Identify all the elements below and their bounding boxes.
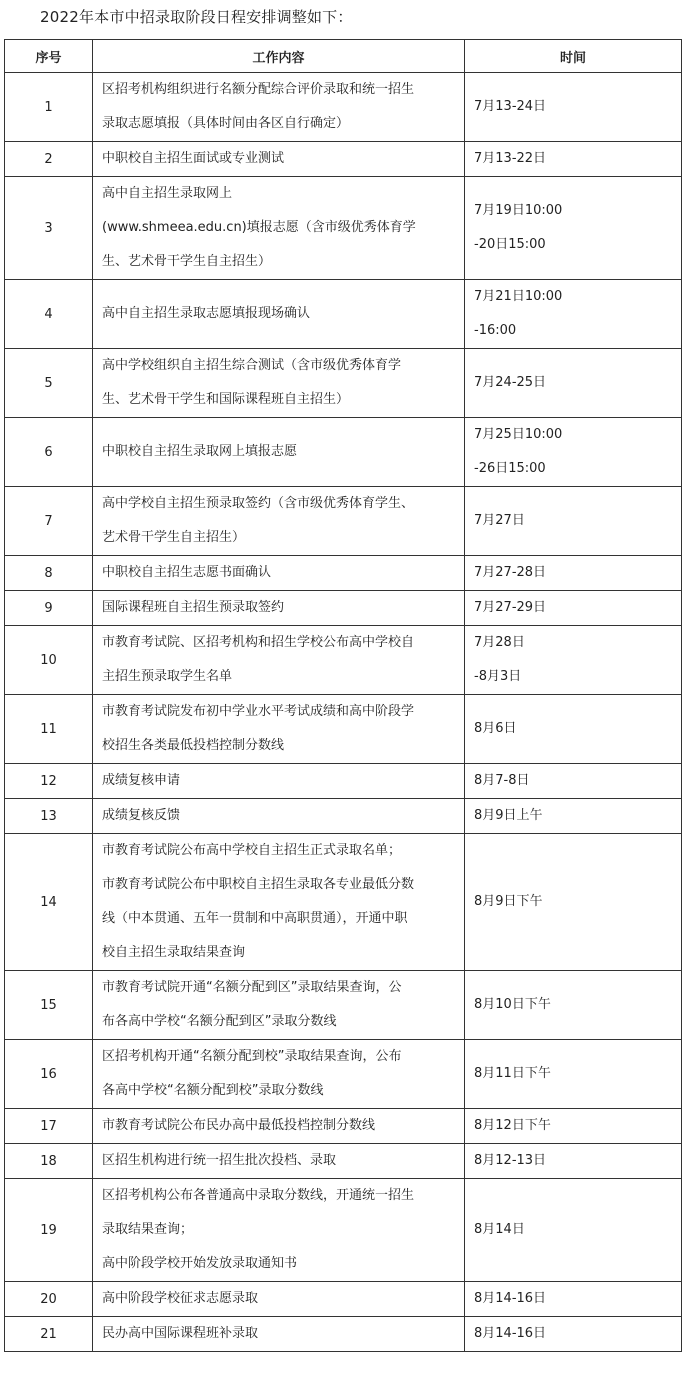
content-line: 各高中学校“名额分配到校”录取分数线 — [102, 1083, 324, 1098]
row-content — [93, 487, 465, 556]
time-line: 7月24-25日 — [474, 375, 547, 390]
content-line: 高中阶段学校征求志愿录取 — [102, 1291, 259, 1306]
table-row — [5, 1109, 682, 1144]
row-time — [465, 591, 682, 626]
time-line: 8月6日 — [474, 721, 517, 736]
header-time: 时间 — [465, 40, 682, 73]
row-content — [93, 1317, 465, 1352]
content-line: 中职校自主招生志愿书面确认 — [102, 565, 272, 580]
header-no: 序号 — [5, 40, 93, 73]
row-content — [93, 1179, 465, 1282]
time-line: 8月12日下午 — [474, 1118, 551, 1133]
content-line: 区招考机构开通“名额分配到校”录取结果查询，公布 — [102, 1049, 402, 1064]
table-row — [5, 591, 682, 626]
row-content — [93, 73, 465, 142]
table-row — [5, 1179, 682, 1282]
content-line: 区招生机构进行统一招生批次投档、录取 — [102, 1153, 337, 1168]
content-line: 高中自主招生录取志愿填报现场确认 — [102, 306, 311, 321]
table-row — [5, 349, 682, 418]
row-content — [93, 1109, 465, 1144]
content-line: 高中阶段学校开始发放录取通知书 — [102, 1256, 298, 1271]
time-line: 8月9日下午 — [474, 894, 543, 909]
row-time — [465, 487, 682, 556]
row-number: 6 — [5, 418, 93, 487]
schedule-body — [5, 73, 682, 1352]
table-row — [5, 1282, 682, 1317]
content-line: 市教育考试院开通“名额分配到区”录取结果查询，公 — [102, 980, 402, 995]
row-content — [93, 349, 465, 418]
row-time — [465, 1040, 682, 1109]
content-line: 高中学校自主招生预录取签约（含市级优秀体育学生、 — [102, 496, 415, 511]
row-content — [93, 142, 465, 177]
time-line: -8月3日 — [474, 669, 522, 684]
content-line: 生、艺术骨干学生和国际课程班自主招生） — [102, 392, 350, 407]
row-time — [465, 142, 682, 177]
row-number: 5 — [5, 349, 93, 418]
intro-text: 2022年本市中招录取阶段日程安排调整如下： — [40, 8, 353, 26]
content-line: 区招考机构公布各普通高中录取分数线，开通统一招生 — [102, 1188, 415, 1203]
content-line: 录取志愿填报（具体时间由各区自行确定） — [102, 116, 350, 131]
row-number: 3 — [5, 177, 93, 280]
time-line: 8月14-16日 — [474, 1326, 547, 1341]
table-row — [5, 280, 682, 349]
content-line: 市教育考试院公布中职校自主招生录取各专业最低分数 — [102, 877, 415, 892]
row-content — [93, 764, 465, 799]
row-content — [93, 177, 465, 280]
time-line: 7月19日10:00 — [474, 203, 563, 218]
table-row — [5, 556, 682, 591]
content-line: 国际课程班自主招生预录取签约 — [102, 600, 285, 615]
row-number: 17 — [5, 1109, 93, 1144]
row-time — [465, 834, 682, 971]
table-row — [5, 834, 682, 971]
table-row — [5, 799, 682, 834]
row-content — [93, 280, 465, 349]
row-content — [93, 418, 465, 487]
row-time — [465, 1282, 682, 1317]
row-time — [465, 177, 682, 280]
row-number: 9 — [5, 591, 93, 626]
table-row — [5, 626, 682, 695]
content-line: 主招生预录取学生名单 — [102, 669, 233, 684]
content-line: 中职校自主招生面试或专业测试 — [102, 151, 285, 166]
time-line: 8月14-16日 — [474, 1291, 547, 1306]
row-content — [93, 799, 465, 834]
table-row — [5, 418, 682, 487]
content-line: 区招考机构组织进行名额分配综合评价录取和统一招生 — [102, 82, 415, 97]
content-line: 市教育考试院、区招考机构和招生学校公布高中学校自 — [102, 635, 415, 650]
time-line: 8月10日下午 — [474, 997, 551, 1012]
time-line: 8月9日上午 — [474, 808, 543, 823]
row-time — [465, 1317, 682, 1352]
row-number: 12 — [5, 764, 93, 799]
header-content: 工作内容 — [93, 40, 465, 73]
time-line: 8月12-13日 — [474, 1153, 547, 1168]
content-line: 市教育考试院公布高中学校自主招生正式录取名单； — [102, 843, 402, 858]
row-number: 8 — [5, 556, 93, 591]
row-number: 20 — [5, 1282, 93, 1317]
row-time — [465, 418, 682, 487]
time-line: 8月7-8日 — [474, 773, 530, 788]
row-content — [93, 834, 465, 971]
row-number: 18 — [5, 1144, 93, 1179]
table-row — [5, 177, 682, 280]
row-number: 19 — [5, 1179, 93, 1282]
content-line: 高中学校组织自主招生综合测试（含市级优秀体育学 — [102, 358, 402, 373]
row-time — [465, 73, 682, 142]
time-line: 7月27-29日 — [474, 600, 547, 615]
content-line: 市教育考试院公布民办高中最低投档控制分数线 — [102, 1118, 376, 1133]
time-line: 7月13-24日 — [474, 99, 547, 114]
table-row — [5, 1040, 682, 1109]
time-line: 8月11日下午 — [474, 1066, 551, 1081]
header-row — [5, 40, 682, 73]
time-line: 7月13-22日 — [474, 151, 547, 166]
row-time — [465, 1144, 682, 1179]
row-number: 4 — [5, 280, 93, 349]
table-row — [5, 695, 682, 764]
row-time — [465, 764, 682, 799]
row-number: 1 — [5, 73, 93, 142]
content-line: 生、艺术骨干学生自主招生） — [102, 254, 272, 269]
row-number: 2 — [5, 142, 93, 177]
time-line: 7月27日 — [474, 513, 525, 528]
content-line: 中职校自主招生录取网上填报志愿 — [102, 444, 298, 459]
time-line: -16:00 — [474, 323, 517, 338]
row-time — [465, 695, 682, 764]
table-row — [5, 487, 682, 556]
time-line: 7月25日10:00 — [474, 427, 563, 442]
row-content — [93, 1144, 465, 1179]
table-row — [5, 142, 682, 177]
row-time — [465, 799, 682, 834]
content-line: 录取结果查询； — [102, 1222, 194, 1237]
row-time — [465, 280, 682, 349]
time-line: 7月21日10:00 — [474, 289, 563, 304]
content-line: 成绩复核申请 — [102, 773, 181, 788]
table-row — [5, 1317, 682, 1352]
table-row — [5, 764, 682, 799]
row-time — [465, 1179, 682, 1282]
row-content — [93, 695, 465, 764]
content-line: 校自主招生录取结果查询 — [102, 945, 246, 960]
row-content — [93, 1040, 465, 1109]
row-number: 7 — [5, 487, 93, 556]
row-number: 13 — [5, 799, 93, 834]
row-content — [93, 1282, 465, 1317]
row-number: 10 — [5, 626, 93, 695]
content-line: 民办高中国际课程班补录取 — [102, 1326, 259, 1341]
row-number: 11 — [5, 695, 93, 764]
time-line: -20日15:00 — [474, 237, 546, 252]
content-line: 高中自主招生录取网上 — [102, 186, 233, 201]
row-content — [93, 971, 465, 1040]
content-line: 布各高中学校“名额分配到区”录取分数线 — [102, 1014, 337, 1029]
content-line: 成绩复核反馈 — [102, 808, 181, 823]
row-content — [93, 556, 465, 591]
row-time — [465, 626, 682, 695]
content-line: 线（中本贯通、五年一贯制和中高职贯通），开通中职 — [102, 911, 408, 926]
row-content — [93, 591, 465, 626]
table-row — [5, 971, 682, 1040]
row-time — [465, 349, 682, 418]
row-number: 14 — [5, 834, 93, 971]
row-time — [465, 556, 682, 591]
schedule-table — [4, 39, 682, 1352]
content-line: 艺术骨干学生自主招生） — [102, 530, 246, 545]
row-number: 21 — [5, 1317, 93, 1352]
table-row — [5, 73, 682, 142]
content-line: 市教育考试院发布初中学业水平考试成绩和高中阶段学 — [102, 704, 415, 719]
time-line: -26日15:00 — [474, 461, 546, 476]
row-number: 16 — [5, 1040, 93, 1109]
row-time — [465, 1109, 682, 1144]
row-time — [465, 971, 682, 1040]
table-row — [5, 1144, 682, 1179]
time-line: 8月14日 — [474, 1222, 525, 1237]
row-number: 15 — [5, 971, 93, 1040]
content-line: 校招生各类最低投档控制分数线 — [102, 738, 285, 753]
content-line: (www.shmeea.edu.cn)填报志愿（含市级优秀体育学 — [102, 220, 416, 235]
time-line: 7月28日 — [474, 635, 525, 650]
row-content — [93, 626, 465, 695]
time-line: 7月27-28日 — [474, 565, 547, 580]
